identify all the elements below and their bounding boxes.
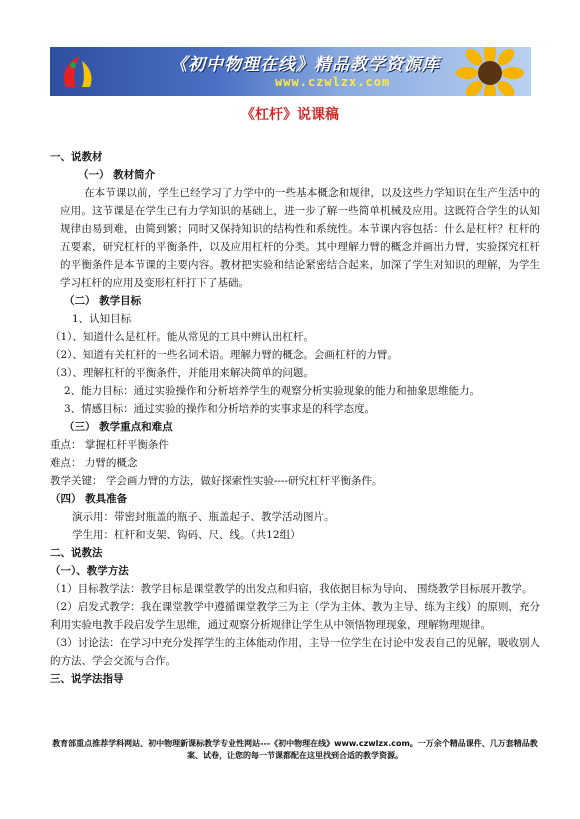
subsection-heading: （四） 教具准备	[50, 493, 128, 505]
list-item: 2、能力目标：通过实验操作和分析培养学生的观察分析实验现象的能力和抽象思维能力。	[64, 385, 481, 397]
section-heading: 三、说学法指导	[50, 673, 124, 685]
paragraph: （1）目标教学法：教学目标是课堂教学的出发点和归宿，我依据目标为导向、 围绕教学目标展开教学。	[50, 583, 533, 595]
list-item: 3、情感目标：通过实验的操作和分析培养的实事求是的科学态度。	[64, 403, 376, 415]
list-item: 重点： 掌握杠杆平衡条件	[50, 439, 169, 451]
sunflower-icon	[455, 47, 525, 96]
subsection-heading: （一）、教学方法	[50, 565, 129, 577]
list-item: 难点： 力臂的概念	[50, 457, 138, 469]
subsection-heading: （一） 教材简介	[78, 169, 156, 181]
list-item: 教学关键： 学会画力臂的方法，做好探索性实验----研究杠杆平衡条件。	[50, 475, 383, 487]
banner-url[interactable]: www.czwlzx.com	[275, 75, 391, 89]
list-item: （3）、理解杠杆的平衡条件，并能用来解决简单的问题。	[50, 367, 314, 379]
subsection-heading: （三） 教学重点和难点	[64, 421, 173, 433]
list-item: （1）、知道什么是杠杆。能从常见的工具中辨认出杠杆。	[50, 331, 314, 343]
document-body	[50, 148, 540, 688]
header-banner	[50, 47, 531, 96]
list-item: （2）、知道有关杠杆的一些名词术语。理解力臂的概念。会画杠杆的力臂。	[50, 349, 398, 361]
page-footer: 教育部重点推荐学科网站、初中物理新课标教学专业性网站---《初中物理在线》www.czwlzx.com。一万余个精品课件、几万套精品教案、试卷，让您的每一节课都配在这里找到合适的教学资源。	[52, 739, 538, 760]
banner-title: 《初中物理在线》精品教学资源库	[170, 55, 440, 75]
list-item: 1、认知目标	[72, 313, 132, 325]
paragraph: 在本节课以前，学生已经学习了力学中的一些基本概念和规律，以及这些力学知识在生产生活中的应用。这节课是在学生已有力学知识的基础上，进一步了解一些简单机械及应用。这既符合学生的认知规律由易到难，由简到繁；同时又保持知识的结构性和系统性。本节课内容包括：什么是杠杆？杠杆的五要素，研究杠杆的平衡条件，以及应用杠杆的分类。其中理解力臂的概念并画出力臂，实验探究杠杆的平衡条件是本节课的主要内容。教材把实验和结论紧密结合起来，加深了学生对知识的理解，为学生学习杠杆的应用及变形杠杆打下了基础。	[60, 187, 540, 289]
list-item: 演示用：带密封瓶盖的瓶子、瓶盖起子、教学活动图片。	[72, 511, 335, 523]
subsection-heading: （二） 教学目标	[64, 295, 142, 307]
paragraph: （2）启发式教学：我在课堂教学中遵循课堂教学三为主（学为主体、教为主导、练为主线）的原则，充分利用实验电教手段启发学生思维，通过观察分析规律让学生从中领悟物理现象，理解物理规律。	[50, 601, 540, 631]
paragraph: （3）讨论法：在学习中充分发挥学生的主体能动作用，主导一位学生在讨论中发表自己的见解，吸收别人 的方法、学会交流与合作。	[50, 637, 540, 667]
section-heading: 一、说教材	[50, 151, 103, 163]
logo-icon	[56, 53, 102, 91]
section-heading: 二、说教法	[50, 547, 103, 559]
list-item: 学生用：杠杆和支架、钩码、尺、线。（共12组）	[72, 529, 301, 541]
document-title: 《杠杆》说课稿	[241, 107, 339, 123]
